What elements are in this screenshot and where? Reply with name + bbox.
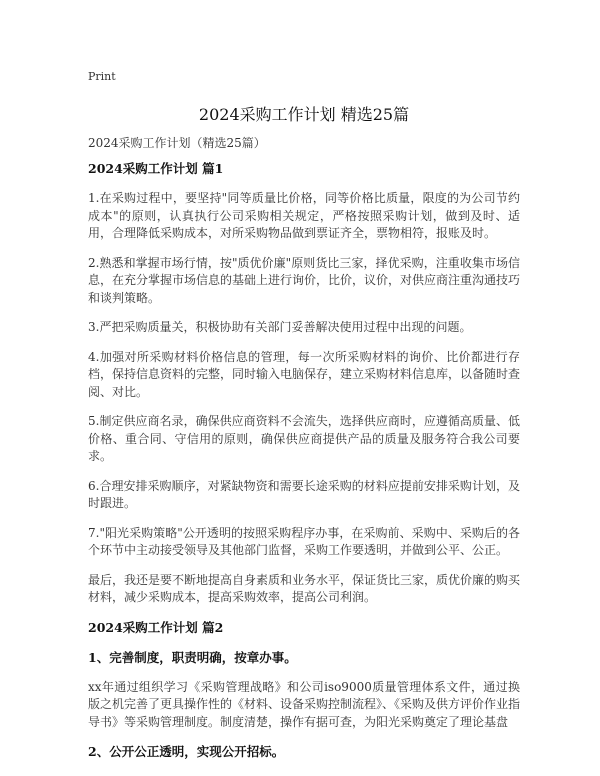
subsection-heading-1: 1、完善制度，职责明确，按章办事。 [88,649,297,665]
paragraph: 最后，我还是要不断地提高自身素质和业务水平，保证货比三家，质优价廉的购买材料，减少采购成本，提高采购效率，提高公司利润。 [88,572,521,604]
paragraph: 3.严把采购质量关，积极协助有关部门妥善解决使用过程中出现的问题。 [88,320,472,334]
paragraph: 1.在采购过程中，要坚持"同等质量比价格，同等价格比质量，限度的为公司节约成本"的原则，认真执行公司采购相关规定，严格按照采购计划，做到及时、适用，合理降低采购成本，对所采购物品做到票证齐全，票物相符，报账及时。 [88,191,520,240]
subsection-heading-2: 2、公开公正透明，实现公开招标。 [88,744,285,759]
section-heading-2: 2024采购工作计划 篇2 [88,619,224,635]
paragraph: 5.制定供应商名录，确保供应商资料不会流失，选择供应商时，应遵循高质量、低价格、重合同、守信用的原则，确保供应商提供产品的质量及服务符合我公司要求。 [88,414,520,463]
document-subtitle: 2024采购工作计划（精选25篇） [88,136,266,150]
page-title: 2024采购工作计划 精选25篇 [198,105,410,124]
paragraph: 2.熟悉和掌握市场行情，按"质优价廉"原则货比三家，择优采购，注重收集市场信息，在充分掌握市场信息的基础上进行询价，比价，议价，对供应商注重沟通技巧和谈判策略。 [88,255,521,305]
paragraph: xx年通过组织学习《采购管理战略》和公司iso9000质量管理体系文件，通过换版之机完善了更具操作性的《材料、设备采购控制流程》、《采购及供方评价作业指导书》等采购管理制度。制度清楚，操作有据可查，为阳光采购奠定了理论基盘 [88,679,521,729]
paragraph: 7."阳光采购策略"公开透明的按照采购程序办事，在采购前、采购中、采购后的各个环节中主动接受领导及其他部门监督，采购工作要透明，并做到公平、公正。 [88,525,520,557]
print-label[interactable]: Print [88,70,116,83]
paragraph: 6.合理安排采购顺序，对紧缺物资和需要长途采购的材料应提前安排采购计划，及时跟进。 [88,478,520,510]
paragraph: 4.加强对所采购材料价格信息的管理，每一次所采购材料的询价、比价都进行存档，保持信息资料的完整，同时输入电脑保存，建立采购材料信息库，以备随时查阅、对比。 [88,349,521,399]
document-body [88,160,520,773]
section-heading-1: 2024采购工作计划 篇1 [88,161,224,176]
